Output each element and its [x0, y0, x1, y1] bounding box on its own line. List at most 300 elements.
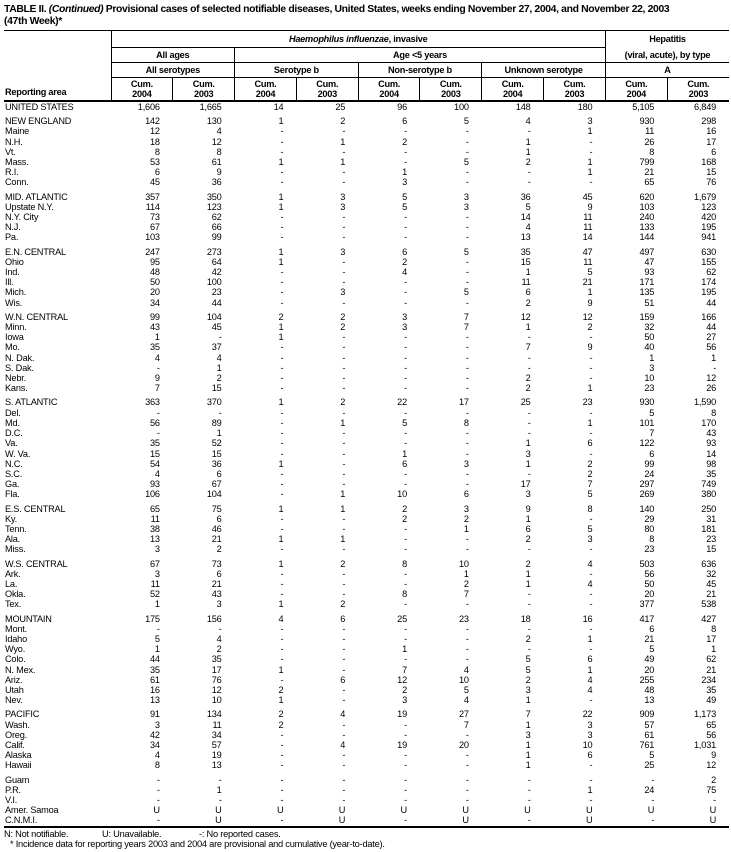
value-cell: -: [342, 232, 346, 243]
reporting-area-cell: Ala.: [5, 534, 21, 545]
value-cell: -: [342, 523, 346, 534]
value-cell: -: [342, 795, 346, 805]
reporting-area-cell: Oreg.: [5, 729, 27, 740]
value-cell: 5: [649, 750, 655, 761]
value-cell: 36: [211, 177, 222, 188]
value-cell: -: [527, 784, 531, 795]
table-row: [4, 534, 729, 544]
value-cell: 2: [402, 684, 407, 695]
value-cell: 15: [520, 256, 531, 267]
value-cell: 123: [701, 201, 717, 212]
value-cell: 104: [206, 489, 222, 500]
value-cell: -: [527, 417, 531, 428]
value-cell: 26: [644, 136, 655, 147]
value-cell: -: [465, 212, 469, 223]
value-cell: 148: [515, 102, 531, 112]
value-cell: 8: [711, 407, 717, 418]
value-cell: 1: [525, 146, 531, 157]
value-cell: -: [465, 352, 469, 363]
value-cell: 5: [587, 523, 593, 534]
value-cell: 1: [278, 157, 284, 168]
value-cell: -: [280, 362, 284, 373]
value-cell: -: [465, 784, 469, 795]
value-cell: -: [404, 760, 407, 771]
value-cell: -: [527, 589, 531, 600]
value-cell: -: [280, 222, 284, 233]
value-cell: 4: [216, 352, 222, 363]
value-cell: 96: [397, 102, 407, 112]
reporting-area-cell: Mich.: [5, 287, 26, 298]
value-cell: 6: [216, 468, 222, 479]
column-header-cell: Cum. 2004: [235, 78, 297, 102]
value-cell: 1: [587, 417, 593, 428]
value-cell: -: [465, 795, 469, 805]
reporting-area-cell: Colo.: [5, 654, 26, 665]
hepatitis-subtitle-header: (viral, acute), by type: [605, 48, 729, 63]
value-cell: 3: [340, 201, 346, 212]
value-cell: 4: [463, 664, 469, 675]
value-cell: 370: [206, 397, 222, 408]
table-row: [4, 363, 729, 373]
value-cell: 15: [149, 448, 160, 459]
value-cell: 34: [211, 729, 222, 740]
value-cell: 1: [154, 332, 160, 343]
value-cell: 4: [340, 739, 346, 750]
value-cell: -: [218, 623, 222, 634]
value-cell: 1: [340, 534, 346, 545]
value-cell: 12: [520, 311, 531, 322]
table-group: [4, 188, 729, 243]
value-cell: 16: [706, 126, 717, 137]
value-cell: -: [342, 633, 346, 644]
value-cell: 250: [701, 503, 717, 514]
table-row: [4, 232, 729, 242]
value-cell: -: [404, 468, 407, 479]
value-cell: 49: [706, 695, 717, 706]
value-cell: U: [709, 815, 717, 826]
value-cell: 1: [525, 568, 531, 579]
value-cell: -: [404, 599, 407, 610]
value-cell: -: [527, 795, 531, 805]
value-cell: -: [527, 332, 531, 343]
value-cell: 2: [711, 774, 717, 785]
value-cell: 1: [525, 438, 531, 449]
value-cell: -: [404, 479, 407, 490]
value-cell: 76: [211, 674, 222, 685]
value-cell: 2: [340, 116, 346, 127]
reporting-area-cell: P.R.: [5, 784, 21, 795]
value-cell: 14: [273, 102, 284, 112]
value-cell: 166: [701, 311, 717, 322]
value-cell: 2: [402, 256, 407, 267]
value-cell: -: [404, 297, 407, 308]
value-cell: 1: [402, 167, 407, 178]
value-cell: -: [342, 664, 346, 675]
table-row: [4, 740, 729, 750]
value-cell: 3: [154, 568, 160, 579]
value-cell: 930: [639, 397, 655, 408]
value-cell: -: [404, 332, 407, 343]
table-row: [4, 685, 729, 695]
value-cell: 2: [278, 684, 284, 695]
value-cell: 6: [587, 438, 593, 449]
value-cell: 3: [463, 458, 469, 469]
value-cell: 103: [639, 201, 655, 212]
value-cell: 13: [149, 534, 160, 545]
value-cell: 61: [211, 157, 222, 168]
value-cell: 16: [582, 613, 593, 624]
table-row: [4, 589, 729, 599]
value-cell: -: [280, 760, 284, 771]
value-cell: 1: [649, 352, 655, 363]
value-cell: 52: [149, 589, 160, 600]
value-cell: 4: [154, 352, 160, 363]
reporting-area-cell: E.N. CENTRAL: [5, 246, 66, 257]
value-cell: 420: [701, 212, 717, 223]
value-cell: 6: [463, 489, 469, 500]
value-cell: 25: [520, 397, 531, 408]
table-row: [4, 644, 729, 654]
value-cell: 46: [211, 523, 222, 534]
value-cell: -: [280, 589, 284, 600]
value-cell: -: [589, 774, 593, 785]
reporting-area-cell: W.N. CENTRAL: [5, 311, 68, 322]
value-cell: 1: [587, 157, 593, 168]
value-cell: 7: [525, 342, 531, 353]
value-cell: 20: [644, 664, 655, 675]
value-cell: 6: [525, 523, 531, 534]
value-cell: -: [527, 428, 531, 439]
hinfluenzae-section-header: Haemophilus influenzae, invasive: [111, 31, 605, 48]
value-cell: -: [342, 167, 346, 178]
value-cell: 3: [587, 729, 593, 740]
table-row: [4, 760, 729, 770]
value-cell: 23: [706, 534, 717, 545]
value-cell: 6: [402, 246, 407, 257]
value-cell: -: [465, 277, 469, 288]
value-cell: 3: [402, 322, 407, 333]
value-cell: 10: [397, 489, 407, 500]
value-cell: -: [218, 774, 222, 785]
value-cell: -: [589, 568, 593, 579]
reporting-area-cell: Mont.: [5, 623, 27, 634]
table-row: [4, 524, 729, 534]
value-cell: 93: [644, 267, 655, 278]
value-cell: 2: [216, 373, 222, 384]
value-cell: 168: [701, 157, 717, 168]
value-cell: 2: [463, 513, 469, 524]
value-cell: 103: [145, 232, 160, 243]
value-cell: 7: [463, 719, 469, 730]
notifiable-diseases-table: [4, 30, 729, 828]
value-cell: 44: [706, 322, 717, 333]
value-cell: 1: [402, 644, 407, 655]
value-cell: -: [713, 795, 717, 805]
table-row: [4, 101, 729, 112]
value-cell: 47: [582, 246, 593, 257]
value-cell: 12: [211, 136, 222, 147]
value-cell: -: [156, 795, 160, 805]
value-cell: 56: [706, 729, 717, 740]
value-cell: 43: [149, 322, 160, 333]
value-cell: 7: [402, 664, 407, 675]
value-cell: 44: [706, 297, 717, 308]
value-cell: -: [465, 623, 469, 634]
value-cell: 91: [149, 709, 160, 720]
table-row: [4, 167, 729, 177]
value-cell: 9: [525, 503, 531, 514]
value-cell: -: [404, 523, 407, 534]
value-cell: 1: [340, 489, 346, 500]
value-cell: -: [465, 534, 469, 545]
value-cell: -: [342, 297, 346, 308]
value-cell: 140: [639, 503, 655, 514]
value-cell: 1: [216, 784, 222, 795]
value-cell: 538: [701, 599, 717, 610]
table-row: [4, 449, 729, 459]
value-cell: 5: [649, 407, 655, 418]
reporting-area-cell: Ohio: [5, 256, 24, 267]
value-cell: 234: [701, 674, 717, 685]
value-cell: 3: [154, 719, 160, 730]
value-cell: -: [280, 795, 284, 805]
value-cell: -: [280, 126, 284, 137]
value-cell: 20: [458, 739, 469, 750]
column-header-cell: Cum. 2003: [173, 78, 235, 102]
value-cell: 21: [706, 589, 717, 600]
value-cell: 10: [582, 739, 593, 750]
value-cell: 2: [278, 709, 284, 720]
value-cell: -: [465, 479, 469, 490]
value-cell: -: [589, 760, 593, 771]
value-cell: -: [465, 428, 469, 439]
value-cell: 6: [216, 513, 222, 524]
value-cell: 31: [706, 513, 717, 524]
value-cell: 1: [340, 503, 346, 514]
value-cell: 2: [587, 468, 593, 479]
value-cell: -: [527, 623, 531, 634]
value-cell: -: [280, 623, 284, 634]
value-cell: -: [589, 623, 593, 634]
value-cell: 749: [701, 479, 717, 490]
value-cell: 1: [278, 397, 284, 408]
value-cell: 2: [340, 322, 346, 333]
reporting-area-cell: Ill.: [5, 277, 14, 288]
value-cell: 2: [525, 297, 531, 308]
reporting-area-cell: R.I.: [5, 167, 19, 178]
value-cell: 93: [149, 479, 160, 490]
value-cell: 36: [211, 458, 222, 469]
value-cell: 5: [463, 684, 469, 695]
value-cell: -: [465, 267, 469, 278]
value-cell: -: [342, 729, 346, 740]
footnote-dash: -: No reported cases.: [199, 828, 281, 839]
reporting-area-cell: Nev.: [5, 695, 23, 706]
reporting-area-cell: Idaho: [5, 633, 27, 644]
value-cell: -: [342, 458, 346, 469]
table-row: [4, 544, 729, 554]
value-cell: 1: [340, 417, 346, 428]
value-cell: -: [404, 654, 407, 665]
table-group: [4, 705, 729, 770]
value-cell: -: [342, 568, 346, 579]
table-row: [4, 212, 729, 222]
value-cell: 7: [525, 709, 531, 720]
value-cell: 51: [644, 297, 655, 308]
value-cell: -: [342, 468, 346, 479]
table-row: [4, 147, 729, 157]
value-cell: -: [404, 222, 407, 233]
value-cell: -: [404, 774, 407, 785]
value-cell: 24: [644, 468, 655, 479]
value-cell: -: [404, 438, 407, 449]
value-cell: 50: [644, 332, 655, 343]
value-cell: 144: [639, 232, 655, 243]
value-cell: 156: [206, 613, 222, 624]
reporting-area-cell: Calif.: [5, 739, 25, 750]
value-cell: -: [342, 373, 346, 384]
value-cell: 6: [649, 623, 655, 634]
value-cell: 5: [402, 417, 407, 428]
reporting-area-cell: Wis.: [5, 297, 23, 308]
value-cell: 5: [402, 201, 407, 212]
table-row: [4, 428, 729, 438]
value-cell: 1: [278, 191, 284, 202]
value-cell: 10: [644, 373, 655, 384]
value-cell: 6,849: [694, 102, 717, 112]
value-cell: 13: [644, 695, 655, 706]
value-cell: 3: [463, 503, 469, 514]
footnote-u: U: Unavailable.: [102, 828, 162, 839]
value-cell: -: [280, 489, 284, 500]
value-cell: 1: [525, 513, 531, 524]
value-cell: 2: [216, 644, 222, 655]
value-cell: 1: [216, 362, 222, 373]
value-cell: 4: [587, 578, 593, 589]
reporting-area-cell: C.N.M.I.: [5, 815, 38, 826]
value-cell: 1: [278, 246, 284, 257]
value-cell: -: [280, 342, 284, 353]
value-cell: 630: [701, 246, 717, 257]
table-row: [4, 771, 729, 785]
table-group: [4, 500, 729, 555]
table-row: [4, 277, 729, 287]
value-cell: 3: [402, 177, 407, 188]
value-cell: -: [465, 256, 469, 267]
value-cell: 12: [211, 684, 222, 695]
value-cell: -: [404, 784, 407, 795]
value-cell: 4: [154, 468, 160, 479]
value-cell: 5: [463, 246, 469, 257]
value-cell: 5: [463, 157, 469, 168]
table-row: [4, 418, 729, 428]
value-cell: -: [342, 774, 346, 785]
value-cell: -: [589, 795, 593, 805]
value-cell: 7: [463, 322, 469, 333]
table-row: [4, 243, 729, 257]
value-cell: -: [342, 623, 346, 634]
value-cell: -: [589, 513, 593, 524]
value-cell: -: [342, 719, 346, 730]
reporting-area-cell: La.: [5, 578, 18, 589]
value-cell: 25: [644, 760, 655, 771]
value-cell: -: [465, 297, 469, 308]
reporting-area-cell: Mass.: [5, 157, 29, 168]
value-cell: -: [280, 633, 284, 644]
value-cell: -: [342, 654, 346, 665]
reporting-area-cell: Hawaii: [5, 760, 32, 771]
value-cell: 1: [463, 523, 469, 534]
reporting-area-cell: S. Dak.: [5, 362, 34, 373]
value-cell: 1: [525, 458, 531, 469]
value-cell: -: [465, 342, 469, 353]
reporting-area-cell: S. ATLANTIC: [5, 397, 58, 408]
value-cell: -: [342, 695, 346, 706]
table-row: [4, 665, 729, 675]
value-cell: 23: [582, 397, 593, 408]
reporting-area-cell: Ariz.: [5, 674, 23, 685]
value-cell: -: [342, 352, 346, 363]
value-cell: -: [342, 342, 346, 353]
value-cell: 350: [206, 191, 222, 202]
value-cell: 1: [587, 167, 593, 178]
value-cell: 65: [644, 177, 655, 188]
hepatitis-section-header: Hepatitis: [649, 34, 686, 45]
value-cell: 19: [211, 750, 222, 761]
value-cell: U: [462, 815, 469, 826]
value-cell: -: [404, 578, 407, 589]
column-header-cell: Cum. 2004: [482, 78, 544, 102]
value-cell: 53: [149, 157, 160, 168]
value-cell: -: [342, 644, 346, 655]
value-cell: 2: [463, 578, 469, 589]
value-cell: -: [280, 267, 284, 278]
value-cell: -: [280, 417, 284, 428]
table-row: [4, 126, 729, 136]
table-row: [4, 750, 729, 760]
value-cell: 34: [149, 297, 160, 308]
value-cell: 21: [706, 664, 717, 675]
value-cell: -: [404, 544, 407, 555]
value-cell: 21: [582, 277, 593, 288]
value-cell: -: [465, 383, 469, 394]
value-cell: -: [342, 146, 346, 157]
value-cell: 18: [520, 613, 531, 624]
value-cell: 3: [525, 684, 531, 695]
table-row: [4, 298, 729, 308]
column-header-cell: Cum. 2003: [420, 78, 482, 102]
value-cell: 13: [211, 760, 222, 771]
reporting-area-cell: Upstate N.Y.: [5, 201, 54, 212]
value-cell: 417: [639, 613, 655, 624]
value-cell: 106: [145, 489, 160, 500]
table-row: [4, 569, 729, 579]
value-cell: -: [651, 815, 655, 826]
value-cell: 6: [340, 613, 346, 624]
value-cell: 142: [145, 116, 160, 127]
table-title: [4, 4, 729, 27]
value-cell: U: [524, 805, 531, 816]
value-cell: 6: [587, 654, 593, 665]
value-cell: 1: [525, 750, 531, 761]
value-cell: 35: [211, 654, 222, 665]
value-cell: 34: [149, 739, 160, 750]
value-cell: -: [280, 568, 284, 579]
value-cell: 9: [216, 167, 222, 178]
value-cell: -: [280, 438, 284, 449]
value-cell: -: [404, 719, 407, 730]
value-cell: 4: [525, 222, 531, 233]
